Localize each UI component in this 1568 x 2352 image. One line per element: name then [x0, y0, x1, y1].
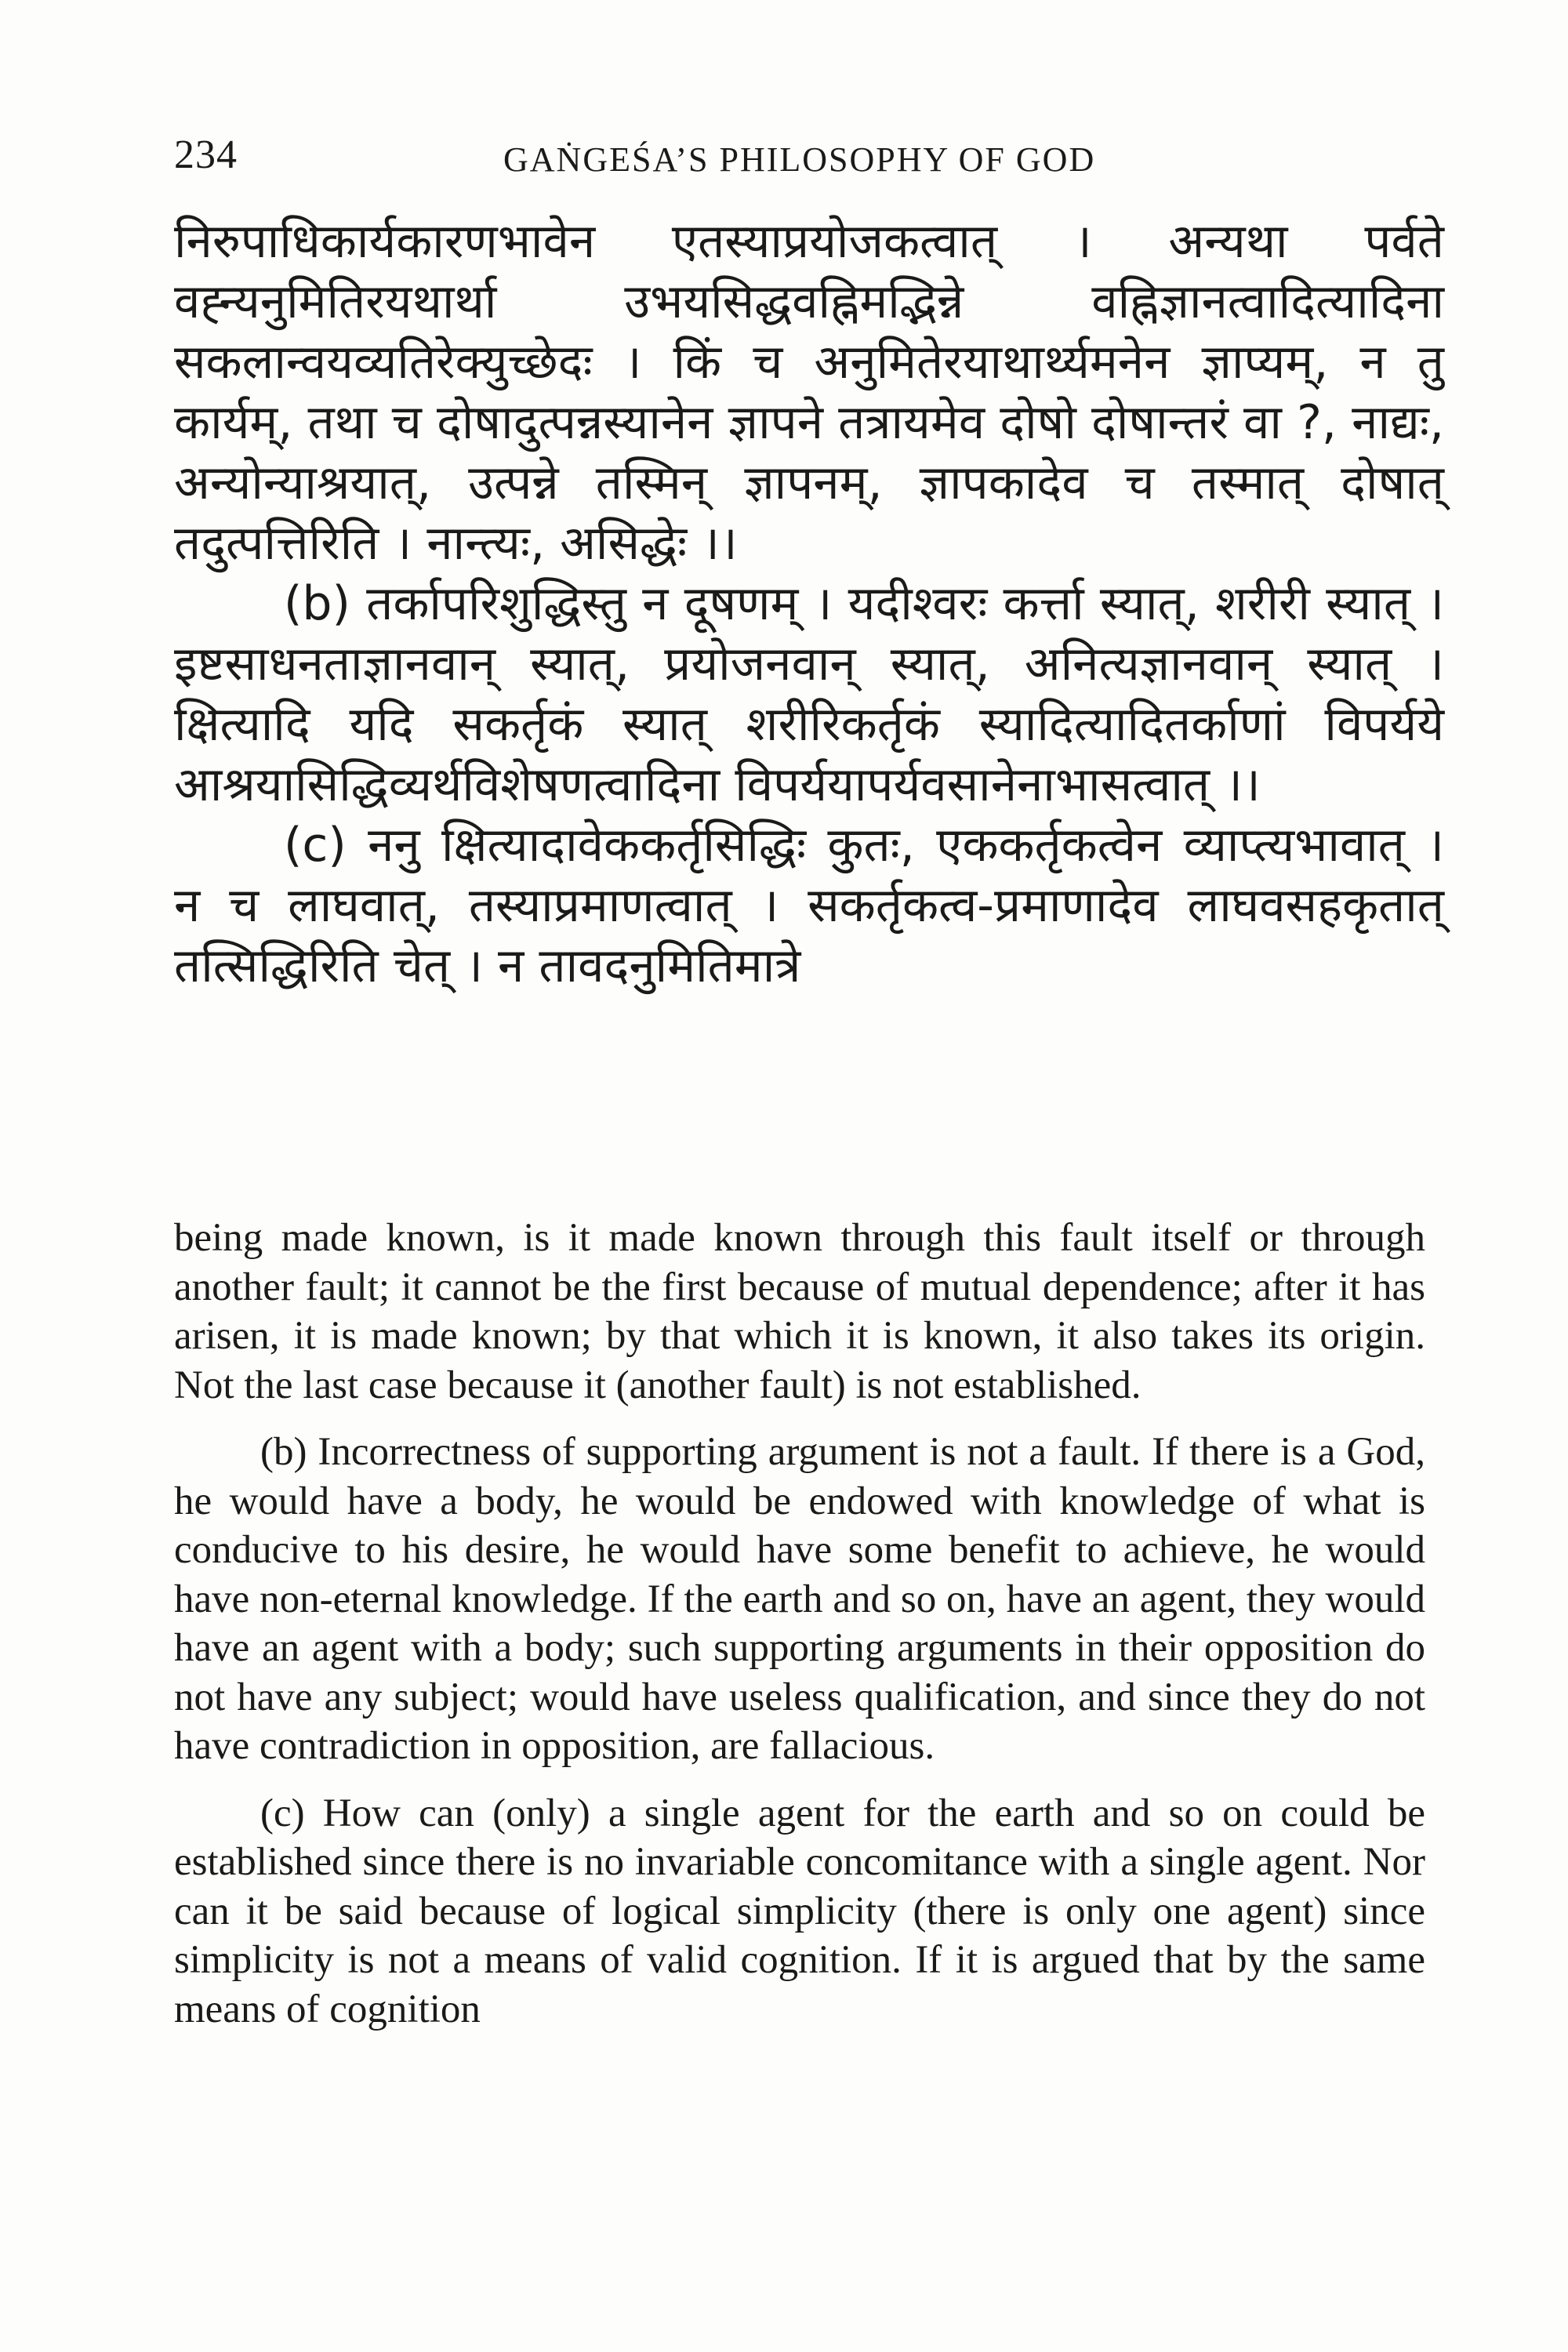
sanskrit-paragraph-c: (c) ननु क्षित्यादावेककर्तृसिद्धिः कुतः, एककर्तृकत्वेन व्याप्त्यभावात् । न च लाघवात्, तस्याप्रमाणत्वात् । सकर्तृकत्व-प्रमाणादेव लाघवसहकृतात् तत्सिद्धिरिति चेत् । न तावदनुमितिमात्रे	[174, 818, 1444, 993]
sanskrit-paragraph-b: (b) तर्कापरिशुद्धिस्तु न दूषणम् । यदीश्वरः कर्त्ता स्यात्, शरीरी स्यात् । इष्टसाधनताज्ञानवान् स्यात्, प्रयोजनवान् स्यात्, अनित्यज्ञानवान् स्यात् । क्षित्यादि यदि सकर्तृकं स्यात् शरीरिकर्तृकं स्यादित्यादितर्काणां विपर्यये आश्रयासिद्धिव्यर्थविशेषणत्वादिना विपर्ययापर्यवसानेनाभासत्वात् ।।	[174, 576, 1444, 812]
running-head	[174, 132, 1428, 194]
english-paragraph-a: being made known, is it made known through this fault itself or through another fault; it cannot be the first because of mutual dependence; after it has arisen, it is made known; by that which it is known, it also takes its origin. Not the last case because it (another fault) is not established.	[174, 1216, 1425, 1407]
english-paragraph-b: (b) Incorrectness of supporting argument is not a fault. If there is a God, he would have a body, he would be endowed with knowledge of what is conducive to his desire, he would have some benefit to achieve, he would have non-eternal knowledge. If the earth and so on, have an agent, they would have an agent with a body; such supporting arguments in their opposition do not have any subject; would have useless qualification, and since they do not have contradiction in opposition, are fallacious.	[174, 1430, 1425, 1768]
english-paragraph-c: (c) How can (only) a single agent for the earth and so on could be established since there is no invariable concomitance with a single agent. Nor can it be said because of logical simplicity (there is only one agent) since simplicity is not a means of valid cognition. If it is argued that by the same means of cognition	[174, 1791, 1425, 2031]
english-translation-block	[174, 1214, 1425, 2034]
running-title: GAṄGEŚA’S PHILOSOPHY OF GOD	[503, 140, 1096, 179]
sanskrit-paragraph-a: निरुपाधिकार्यकारणभावेन एतस्याप्रयोजकत्वात् । अन्यथा पर्वते वह्न्यनुमितिरयथार्था उभयसिद्धवह्निमद्भिन्ने वह्निज्ञानत्वादित्यादिना सकलान्वयव्यतिरेक्युच्छेदः । किं च अनुमितेरयाथार्थ्यमनेन ज्ञाप्यम्, न तु कार्यम्, तथा च दोषादुत्पन्नस्यानेन ज्ञापने तत्रायमेव दोषो दोषान्तरं वा ?, नाद्यः, अन्योन्याश्रयात्, उत्पन्ने तस्मिन् ज्ञापनम्, ज्ञापकादेव च तस्मात् दोषात् तदुत्पत्तिरिति । नान्त्यः, असिद्धेः ।।	[174, 214, 1444, 571]
sanskrit-text-block	[174, 212, 1444, 996]
page-number: 234	[174, 132, 238, 177]
